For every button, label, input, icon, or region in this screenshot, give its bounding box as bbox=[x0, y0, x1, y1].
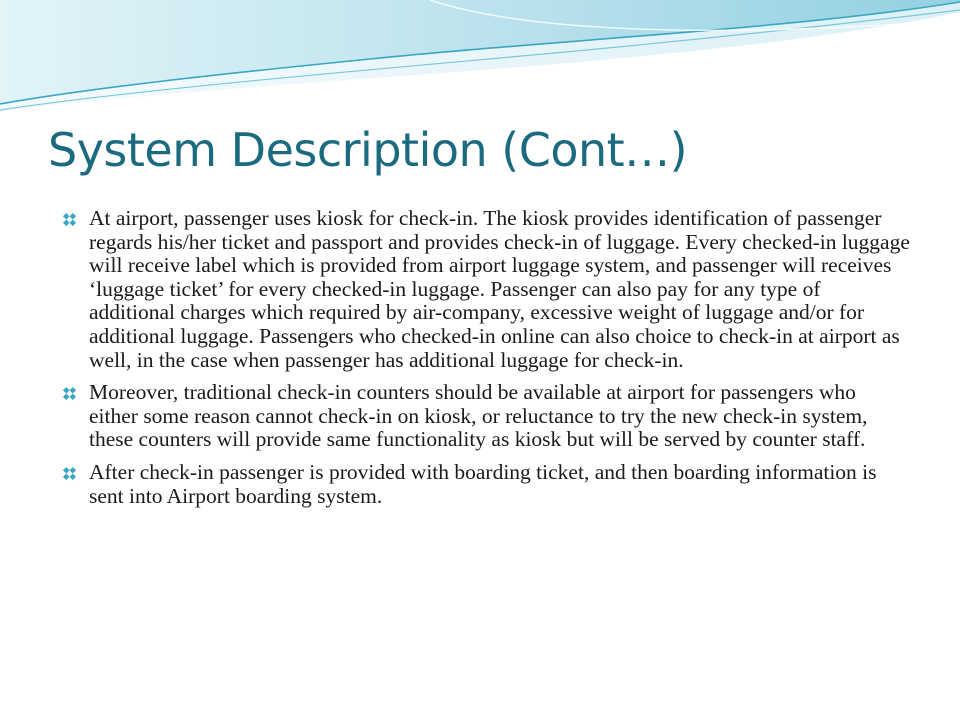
bullet-item bbox=[62, 461, 910, 508]
bullet-text: Moreover, traditional check-in counters should be available at airport for passengers who either some reason cannot check-in on kiosk, or reluctance to try the new check-in system, these counters will provide same functionality as kiosk but will be served by counter staff. bbox=[89, 380, 868, 452]
bullet-text: At airport, passenger uses kiosk for check-in. The kiosk provides identification of passenger regards his/her ticket and passport and provides check-in of luggage. Every checked-in luggage will receive label which is provided from airport luggage system, and passenger will receives ‘luggage ticket’ for every checked-in luggage. Passenger can also pay for any type of additional charges which required by air-company, excessive weight of luggage and/or for additional luggage. Passengers who checked-in online can also choice to check-in at airport as well, in the case when passenger has additional luggage for check-in. bbox=[89, 206, 910, 372]
bullet-text: After check-in passenger is provided with boarding ticket, and then boarding information is sent into Airport boarding system. bbox=[89, 459, 877, 508]
diamond-bullet-icon bbox=[62, 212, 77, 227]
diamond-bullet-icon bbox=[62, 466, 77, 481]
slide-title: System Description (Cont…) bbox=[48, 123, 688, 177]
bullet-item bbox=[62, 381, 910, 452]
bullet-list bbox=[62, 207, 910, 517]
bullet-item bbox=[62, 207, 910, 372]
diamond-bullet-icon bbox=[62, 386, 77, 401]
header-wave-decoration bbox=[0, 0, 960, 120]
